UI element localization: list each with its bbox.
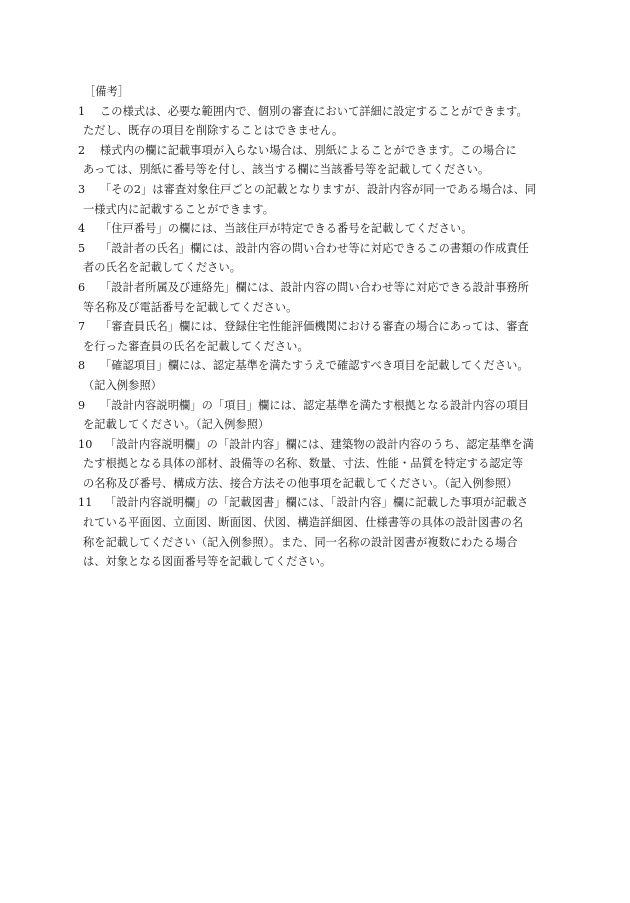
- note-line: 者の氏名を記載してください。: [83, 261, 242, 275]
- note-line: （記入例参照）: [83, 378, 163, 392]
- note-number: 4: [78, 222, 86, 236]
- notes-heading: ［備考］: [84, 85, 130, 98]
- note-number: 6: [78, 280, 86, 294]
- note-item-2: [78, 141, 558, 180]
- note-item-5: [78, 239, 558, 278]
- note-line: を記載してください。（記入例参照）: [83, 418, 270, 432]
- note-line: 「その2」は審査対象住戸ごとの記載となりますが、設計内容が同一である場合は、同: [100, 182, 537, 196]
- note-line: あっては、別紙に番号等を付し、該当する欄に当該番号等を記載してください。: [83, 163, 490, 177]
- note-number: 1: [78, 104, 86, 118]
- note-item-6: [78, 278, 558, 317]
- note-item-4: [78, 219, 558, 239]
- note-line: の名称及び番号、構成方法、接合方法その他事項を記載してください。（記入例参照）: [83, 476, 518, 490]
- note-line: たす根拠となる具体の部材、設備等の名称、数量、寸法、性能・品質を特定する認定等: [83, 457, 524, 471]
- note-number: 7: [78, 320, 86, 334]
- note-line: 様式内の欄に記載事項が入らない場合は、別紙によることができます。この場合に: [100, 143, 517, 157]
- note-line: 「設計内容説明欄」の「項目」欄には、認定基準を満たす根拠となる設計内容の項目: [100, 398, 529, 412]
- note-line: れている平面図、立面図、断面図、伏図、構造詳細図、仕様書等の具体の設計図書の名: [83, 516, 524, 530]
- note-number: 9: [78, 398, 86, 412]
- note-line: 「住戸番号」の欄には、当該住戸が特定できる番号を記載してください。: [100, 222, 473, 236]
- note-line: 「設計者所属及び連絡先」欄には、設計内容の問い合わせ等に対応できる設計事務所: [100, 280, 529, 294]
- note-number: 3: [78, 182, 86, 196]
- note-line: ただし、既存の項目を削除することはできません。: [83, 124, 344, 138]
- note-item-7: [78, 317, 558, 356]
- note-line: 「設計者の氏名」欄には、設計内容の問い合わせ等に対応できるこの書類の作成責任: [100, 241, 529, 255]
- note-line: 「確認項目」欄には、認定基準を満たすうえで確認すべき項目を記載してください。: [100, 359, 529, 373]
- note-item-8: [78, 356, 558, 395]
- note-number: 10: [78, 437, 93, 451]
- note-line: は、対象となる図面番号等を記載してください。: [83, 555, 332, 569]
- note-line: を行った審査員の氏名を記載してください。: [83, 339, 309, 353]
- note-line: 称を記載してください（記入例参照）。また、同一名称の設計図書が複数にわたる場合: [83, 535, 518, 549]
- note-item-9: [78, 396, 558, 435]
- note-line: 「審査員氏名」欄には、登録住宅性能評価機関における審査の場合にあっては、審査: [100, 320, 529, 334]
- note-number: 5: [78, 241, 86, 255]
- note-number: 2: [78, 143, 86, 157]
- notes-section: [78, 82, 558, 572]
- note-line: 「設計内容説明欄」の「記載図書」欄には、「設計内容」欄に記載した事項が記載さ: [105, 496, 529, 510]
- note-item-10: [78, 435, 558, 494]
- note-number: 8: [78, 359, 86, 373]
- note-line: 等名称及び電話番号を記載してください。: [83, 300, 298, 314]
- note-line: 一様式内に記載することができます。: [83, 202, 274, 216]
- note-item-3: [78, 180, 558, 219]
- note-line: 「設計内容説明欄」の「設計内容」欄には、建築物の設計内容のうち、認定基準を満: [105, 437, 534, 451]
- note-item-11: [78, 493, 558, 571]
- note-line: この様式は、必要な範囲内で、個別の審査において詳細に設定することができます。: [100, 104, 528, 118]
- note-number: 11: [78, 496, 93, 510]
- note-item-1: [78, 102, 558, 141]
